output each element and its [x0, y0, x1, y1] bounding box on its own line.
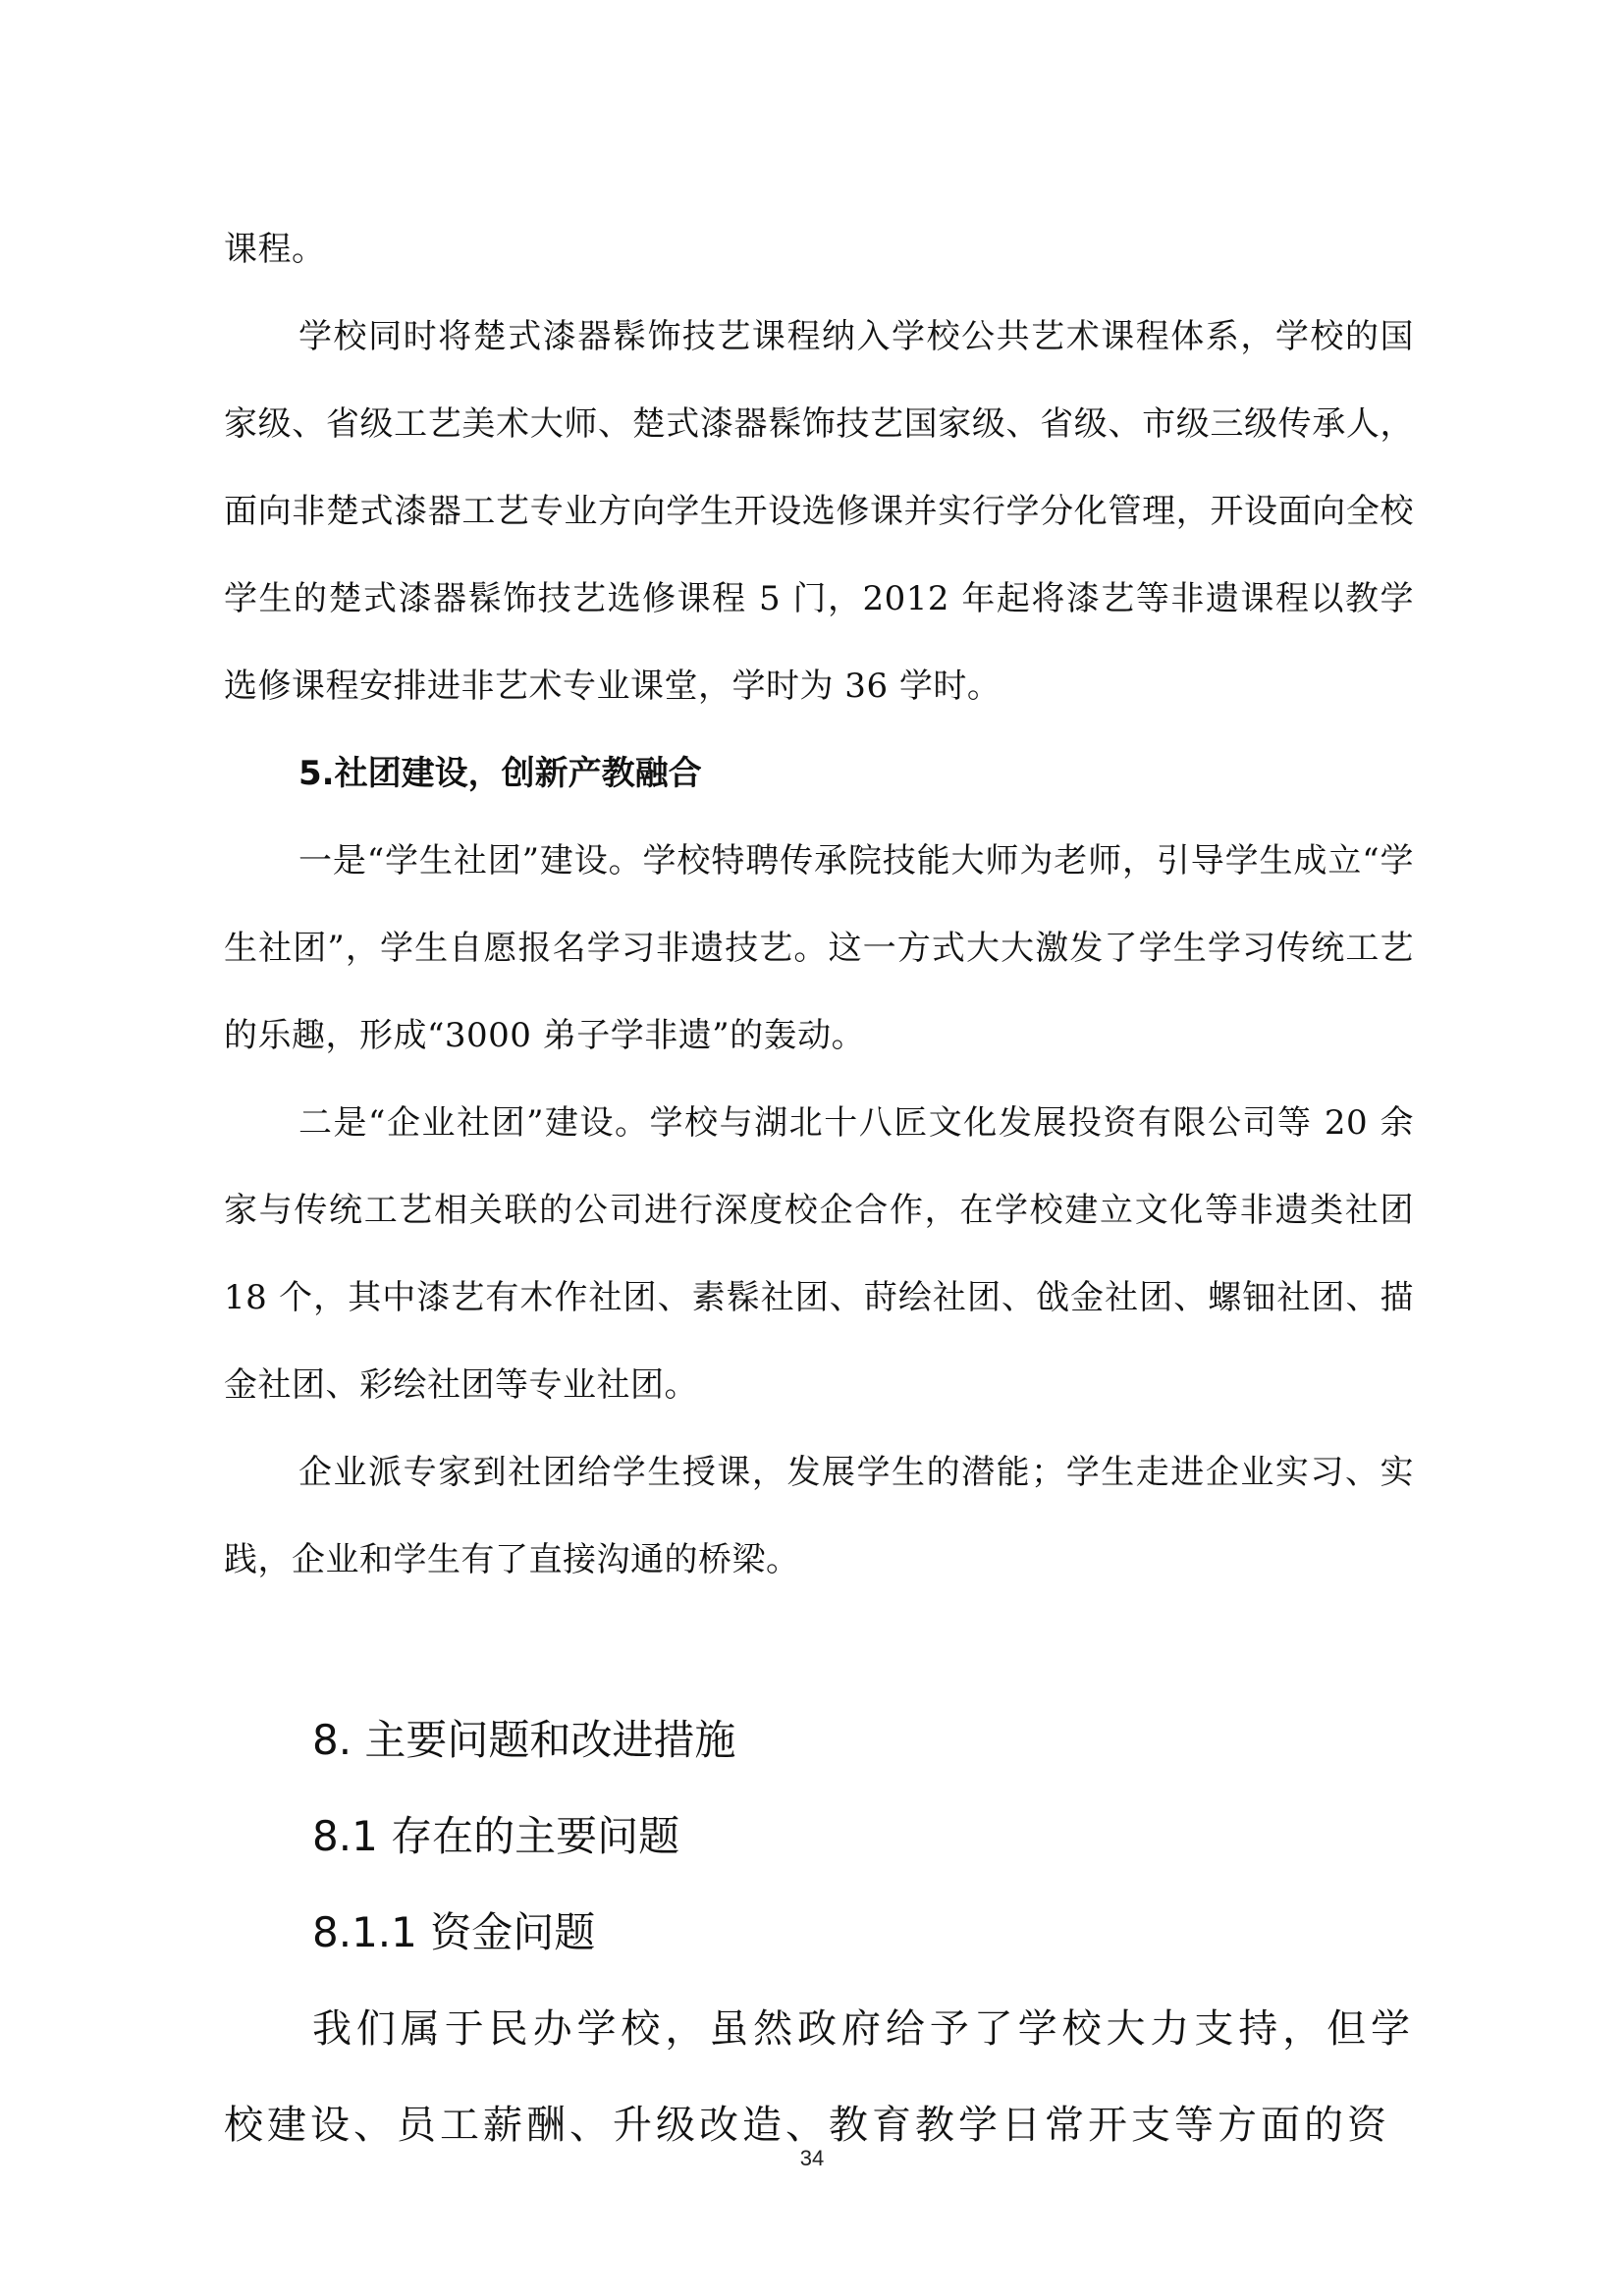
section-heading-existing-problems: 8.1 存在的主要问题 [312, 1812, 680, 1860]
paragraph-course-system: 学校同时将楚式漆器髹饰技艺课程纳入学校公共艺术课程体系，学校的国家级、省级工艺美术大师、楚式漆器髹饰技艺国家级、省级、市级三级传承人，面向非楚式漆器工艺专业方向学生开设选修课并实行学分化管理，开设面向全校学生的楚式漆器髹饰技艺选修课程 5 门，2012 年起将漆艺等非遗课程以教学选修课程安排进非艺术专业课堂，学时为 36 学时。 [224, 317, 1414, 706]
section-gap [224, 1604, 1414, 1692]
page-number: 34 [799, 2146, 825, 2170]
page-content [224, 206, 1414, 2173]
section-heading-club-construction: 5.社团建设，创新产教融合 [298, 754, 702, 793]
chapter-heading-main-problems: 8. 主要问题和改进措施 [312, 1716, 736, 1764]
paragraph-funding-problem: 我们属于民办学校，虽然政府给予了学校大力支持，但学校建设、员工薪酬、升级改造、教育教学日常开支等方面的资 [224, 2006, 1414, 2148]
paragraph-student-clubs: 一是“学生社团”建设。学校特聘传承院技能大师为老师，引导学生成立“学生社团”，学生自愿报名学习非遗技艺。这一方式大大激发了学生学习传统工艺的乐趣，形成“3000 弟子学非遗”的轰动。 [224, 841, 1414, 1055]
paragraph-enterprise-experts: 企业派专家到社团给学生授课，发展学生的潜能；学生走进企业实习、实践，企业和学生有了直接沟通的桥梁。 [224, 1453, 1414, 1579]
subsection-heading-funding: 8.1.1 资金问题 [312, 1908, 596, 1956]
paragraph-enterprise-clubs: 二是“企业社团”建设。学校与湖北十八匠文化发展投资有限公司等 20 余家与传统工艺相关联的公司进行深度校企合作，在学校建立文化等非遗类社团 18 个，其中漆艺有木作社团、素髹社团、莳绘社团、戗金社团、螺钿社团、描金社团、彩绘社团等专业社团。 [224, 1103, 1414, 1405]
paragraph-continuation: 课程。 [224, 230, 326, 269]
